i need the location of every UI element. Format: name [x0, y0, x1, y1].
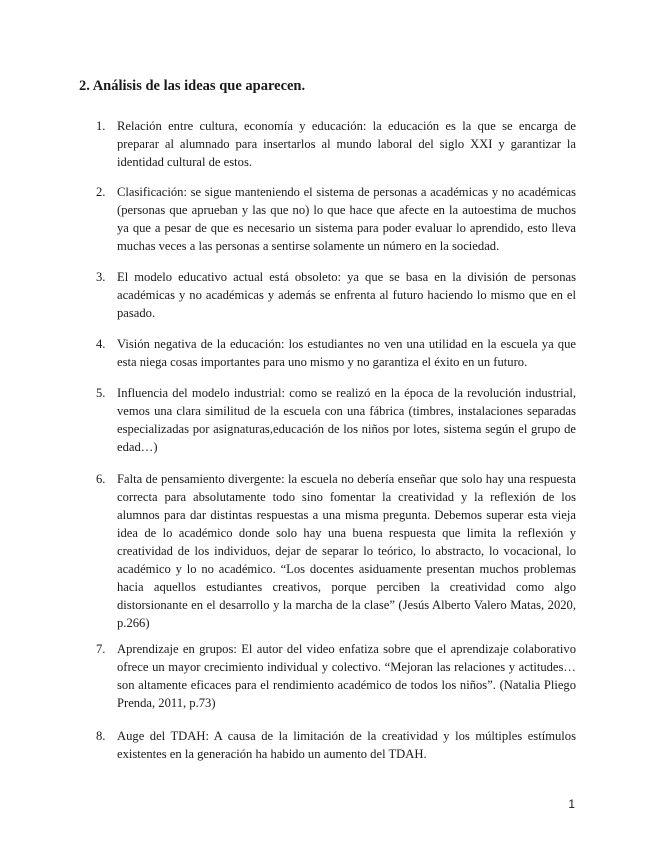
list-item-number: 8. — [96, 729, 106, 743]
list-item-text: Visión negativa de la educación: los estudiantes no ven una utilidad en la escuela ya que esta niega cosas importantes para uno mismo y no garantiza el éxito en un futuro. — [117, 337, 576, 369]
list-item-number: 6. — [96, 472, 106, 486]
list-item-number: 5. — [96, 386, 106, 400]
list-item-text: Aprendizaje en grupos: El autor del video enfatiza sobre que el aprendizaje colaborativo ofrece un mayor crecimiento individual y colectivo. “Mejoran las relaciones y actitudes… son altamente eficaces para el rendimiento académico de todos los niños”. (Natalia Pliego Prenda, 2011, p.73) — [117, 642, 576, 710]
list-item-number: 1. — [96, 119, 106, 133]
list-item-text: Auge del TDAH: A causa de la limitación de la creatividad y los múltiples estímulos existentes en la generación ha habido un aumento del TDAH. — [117, 729, 576, 761]
list-item-number: 4. — [96, 337, 106, 351]
page-number: 1 — [568, 797, 575, 811]
list-item-number: 7. — [96, 642, 106, 656]
list-item-number: 3. — [96, 270, 106, 284]
list-item-text: Falta de pensamiento divergente: la escuela no debería enseñar que solo hay una respuesta correcta para absolutamente todo sino fomentar la creatividad y la reflexión de los alumnos para dar distintas respuestas a una misma pregunta. Debemos superar esta vieja idea de lo académico donde solo hay una buena respuesta que limita la reflexión y creatividad de los individuos, dejar de separar lo teórico, lo abstracto, lo vocacional, lo académico y lo no académico. “Los docentes asiduamente presentan muchos problemas hacia aquellos estudiantes creativos, porque perciben la creatividad como algo distorsionante en el desarrollo y la marcha de la clase” (Jesús Alberto Valero Matas, 2020, p.266) — [117, 472, 576, 630]
list-item-text: El modelo educativo actual está obsoleto: ya que se basa en la división de personas académicas y no académicas y además se enfrenta al futuro haciendo lo mismo que en el pasado. — [117, 270, 576, 320]
list-item-text: Influencia del modelo industrial: como se realizó en la época de la revolución industrial, vemos una clara similitud de la escuela con una fábrica (timbres, instalaciones separadas especializadas por asignaturas,educación de los niños por lotes, sistema según el grupo de edad…) — [117, 386, 576, 454]
list-item-text: Relación entre cultura, economía y educación: la educación es la que se encarga de preparar al alumnado para insertarlos al mundo laboral del siglo XXI y garantizar la identidad cultural de estos. — [117, 119, 576, 169]
section-heading: 2. Análisis de las ideas que aparecen. — [79, 78, 306, 94]
list-item-number: 2. — [96, 185, 106, 199]
list-item-text: Clasificación: se sigue manteniendo el sistema de personas a académicas y no académicas (personas que aprueban y las que no) lo que hace que afecte en la autoestima de muchos ya que a pesar de que es necesario un sistema para poder evaluar lo aprendido, esto lleva muchas veces a las personas a sentirse solamente un número en la sociedad. — [117, 185, 576, 253]
